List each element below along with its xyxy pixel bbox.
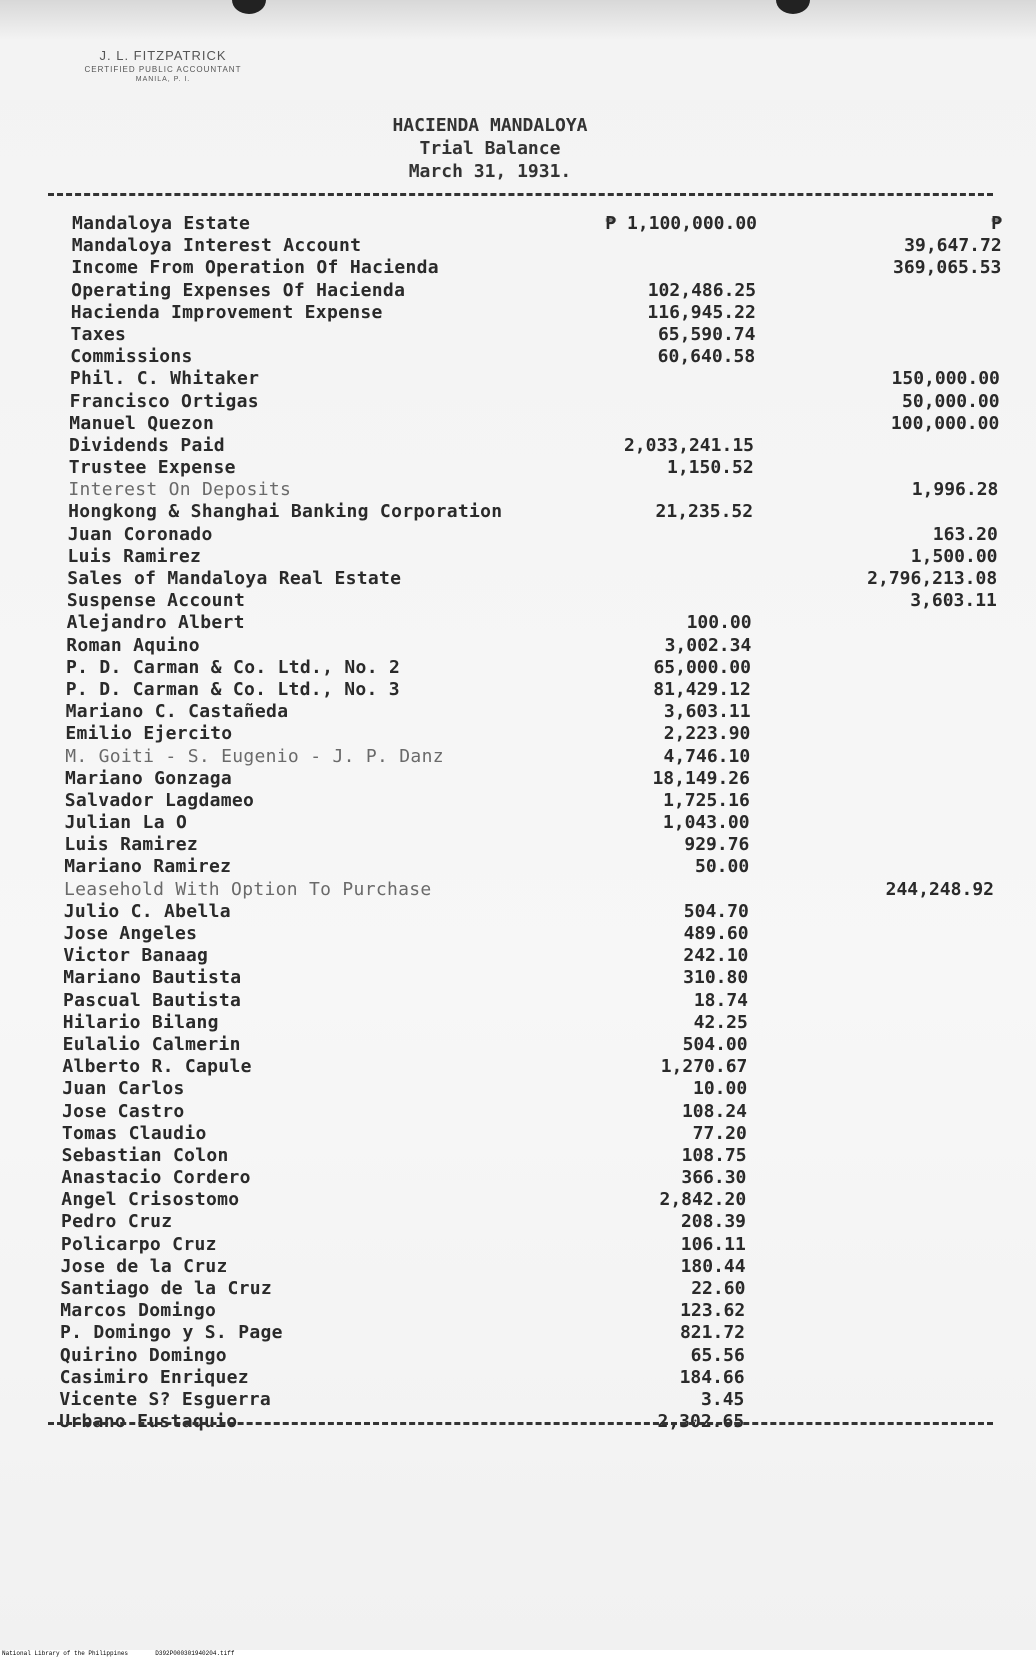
- ledger-row: [62, 1123, 992, 1145]
- account-name: Victor Banaag: [63, 945, 209, 967]
- ledger-row: [65, 723, 995, 745]
- debit-amount: 208.39: [680, 1211, 746, 1233]
- debit-amount: 1,725.16: [663, 789, 750, 811]
- credit-amount: 39,647.72: [904, 235, 1002, 257]
- ledger-row: [68, 546, 998, 568]
- account-name: Quirino Domingo: [59, 1344, 227, 1366]
- credit-amount: 150,000.00: [891, 368, 1000, 390]
- debit-amount: 3,603.11: [663, 701, 751, 723]
- debit-amount: 2,842.20: [659, 1189, 747, 1211]
- letterhead-title: CERTIFIED PUBLIC ACCOUNTANT: [84, 65, 242, 74]
- account-name: Luis Ramirez: [64, 834, 199, 856]
- credit-amount: 163.20: [932, 523, 998, 545]
- account-name: Mariano Bautista: [63, 967, 242, 989]
- ledger-row: [60, 1345, 990, 1367]
- ledger-row: [72, 213, 1002, 235]
- top-dashed-rule: [48, 193, 993, 196]
- ledger-row: [68, 501, 998, 523]
- account-name: Interest On Deposits: [68, 479, 292, 501]
- account-name: Mariano Ramirez: [64, 856, 232, 878]
- ledger-row: [62, 1078, 992, 1100]
- account-name: Roman Aquino: [66, 634, 200, 656]
- letterhead-name: J. L. FITZPATRICK: [99, 48, 227, 63]
- account-name: Hongkong & Shanghai Banking Corporation: [68, 501, 503, 523]
- account-name: Hacienda Improvement Expense: [70, 301, 383, 323]
- ledger-row: [61, 1167, 991, 1189]
- ledger-row: [61, 1256, 991, 1278]
- account-name: Francisco Ortigas: [69, 390, 259, 412]
- ledger-row: [64, 901, 994, 923]
- account-name: Dividends Paid: [69, 434, 225, 456]
- ledger-row: [70, 346, 1000, 368]
- debit-amount: 2,033,241.15: [623, 434, 754, 456]
- debit-amount: 929.76: [684, 834, 750, 856]
- punch-hole-left: [232, 0, 266, 14]
- debit-amount: 3.45: [701, 1388, 745, 1410]
- ledger-row: [64, 856, 994, 878]
- credit-amount: 1,996.28: [911, 479, 999, 501]
- debit-amount: 504.70: [683, 900, 749, 922]
- debit-amount: 116,945.22: [647, 301, 756, 323]
- letterhead-city: MANILA, P. I.: [135, 76, 191, 83]
- account-name: Casimiro Enriquez: [59, 1366, 249, 1388]
- account-name: Sales of Mandaloya Real Estate: [67, 568, 402, 589]
- ledger-row: [61, 1234, 991, 1256]
- account-name: Santiago de la Cruz: [60, 1278, 273, 1299]
- bottom-dashed-rule: [48, 1422, 993, 1425]
- account-name: Hilario Bilang: [62, 1011, 219, 1033]
- ledger-row: [71, 257, 1001, 279]
- account-name: Operating Expenses Of Hacienda: [71, 279, 406, 301]
- debit-amount: 65.56: [690, 1344, 745, 1366]
- account-name: Urbano Eustaquio: [59, 1411, 238, 1433]
- punch-hole-right: [776, 0, 810, 14]
- ledger-row: [69, 435, 999, 457]
- ledger-row: [71, 280, 1001, 302]
- debit-amount: 21,235.52: [655, 501, 754, 523]
- account-name: Phil. C. Whitaker: [69, 368, 260, 390]
- ledger-row: [64, 879, 994, 901]
- credit-amount: 3,603.11: [910, 590, 997, 612]
- ledger-row: [63, 945, 993, 967]
- debit-amount: 108.24: [681, 1100, 747, 1122]
- debit-amount: 2,302.65: [657, 1411, 745, 1433]
- debit-amount: 42.25: [693, 1011, 748, 1033]
- account-name: Marcos Domingo: [60, 1300, 217, 1322]
- debit-amount: 184.66: [679, 1366, 745, 1388]
- account-name: Angel Crisostomo: [61, 1189, 240, 1211]
- account-name: Manuel Quezon: [69, 412, 215, 434]
- debit-amount: 504.00: [682, 1033, 748, 1055]
- ledger-row: [66, 701, 996, 723]
- account-name: Leasehold With Option To Purchase: [64, 878, 432, 900]
- debit-amount: 366.30: [681, 1167, 747, 1189]
- ledger-row: [72, 235, 1002, 257]
- ledger-row: [65, 790, 995, 812]
- account-name: Sebastian Colon: [61, 1144, 229, 1166]
- debit-amount: 180.44: [680, 1255, 746, 1277]
- account-name: Suspense Account: [66, 590, 246, 612]
- ledger-row: [62, 1056, 992, 1078]
- account-name: Pedro Cruz: [61, 1211, 173, 1233]
- ledger-row: [60, 1278, 990, 1300]
- trial-balance-ledger: [59, 213, 1002, 1433]
- account-name: Vicente S? Esguerra: [59, 1388, 272, 1410]
- footer-file: D392P000301940204.tiff: [155, 1650, 235, 1657]
- debit-amount: 10.00: [693, 1078, 748, 1100]
- scan-footer: [0, 1650, 1036, 1658]
- account-name: Salvador Lagdameo: [64, 789, 255, 811]
- debit-amount: 2,223.90: [663, 723, 751, 745]
- ledger-row: [69, 457, 999, 479]
- ledger-row: [67, 590, 997, 612]
- ledger-row: [65, 746, 995, 768]
- debit-amount: 106.11: [680, 1233, 746, 1255]
- credit-amount: ₱: [991, 213, 1002, 234]
- debit-amount: 81,429.12: [653, 678, 751, 700]
- credit-amount: 1,500.00: [910, 545, 998, 567]
- account-name: Jose Angeles: [63, 923, 198, 944]
- ledger-row: [71, 324, 1001, 346]
- debit-amount: 50.00: [695, 856, 750, 878]
- ledger-row: [65, 812, 995, 834]
- ledger-row: [68, 524, 998, 546]
- debit-amount: 77.20: [692, 1122, 747, 1144]
- account-name: Jose Castro: [62, 1100, 185, 1122]
- ledger-row: [61, 1189, 991, 1211]
- debit-amount: 65,590.74: [657, 323, 756, 345]
- debit-amount: 489.60: [683, 923, 749, 944]
- account-name: Tomas Claudio: [61, 1122, 207, 1144]
- account-name: M. Goiti - S. Eugenio - J. P. Danz: [65, 745, 444, 767]
- debit-amount: 123.62: [680, 1300, 746, 1322]
- account-name: Policarpo Cruz: [60, 1233, 217, 1255]
- account-name: Luis Ramirez: [67, 545, 202, 567]
- account-name: Juan Carlos: [62, 1078, 185, 1100]
- debit-amount: 310.80: [683, 967, 749, 989]
- account-name: Eulalio Calmerin: [62, 1033, 241, 1055]
- account-name: Julio C. Abella: [63, 900, 231, 922]
- account-name: Trustee Expense: [68, 457, 236, 479]
- account-name: Alberto R. Capule: [62, 1056, 252, 1078]
- account-name: Julian La O: [64, 812, 188, 834]
- ledger-row: [70, 368, 1000, 390]
- account-name: Juan Coronado: [67, 523, 213, 545]
- ledger-row: [66, 679, 996, 701]
- account-name: P. D. Carman & Co. Ltd., No. 3: [65, 678, 400, 700]
- account-name: P. D. Carman & Co. Ltd., No. 2: [66, 656, 401, 678]
- ledger-row: [60, 1322, 990, 1344]
- debit-amount: 60,640.58: [657, 346, 756, 368]
- ledger-row: [64, 923, 994, 945]
- account-name: Pascual Bautista: [63, 989, 242, 1011]
- account-name: Mariano C. Castañeda: [65, 701, 289, 723]
- account-name: Jose de la Cruz: [60, 1255, 228, 1277]
- ledger-row: [71, 302, 1001, 324]
- debit-amount: 242.10: [683, 945, 749, 967]
- footer-source: National Library of the Philippines: [2, 1650, 129, 1657]
- ledger-row: [59, 1389, 989, 1411]
- account-name: Mandaloya Interest Account: [71, 235, 362, 257]
- debit-amount: ₱ 1,100,000.00: [605, 213, 757, 234]
- debit-amount: 100.00: [686, 612, 752, 634]
- account-name: Mariano Gonzaga: [65, 767, 233, 789]
- debit-amount: 22.60: [691, 1278, 746, 1299]
- ledger-row: [60, 1367, 990, 1389]
- ledger-row: [63, 967, 993, 989]
- ledger-row: [64, 834, 994, 856]
- report-date: March 31, 1931.: [408, 161, 572, 182]
- account-name: Commissions: [70, 346, 193, 368]
- ledger-row: [68, 479, 998, 501]
- debit-amount: 102,486.25: [647, 279, 757, 301]
- company-name: HACIENDA MANDALOYA: [392, 115, 588, 136]
- account-name: Emilio Ejercito: [65, 723, 233, 745]
- credit-amount: 50,000.00: [902, 390, 1000, 412]
- ledger-row: [63, 990, 993, 1012]
- debit-amount: 821.72: [679, 1322, 745, 1344]
- ledger-row: [63, 1034, 993, 1056]
- ledger-row: [70, 391, 1000, 413]
- debit-amount: 65,000.00: [653, 656, 751, 678]
- account-name: Income From Operation Of Hacienda: [71, 257, 439, 279]
- account-name: Mandaloya Estate: [72, 213, 251, 234]
- letterhead: [58, 48, 268, 83]
- ledger-row: [63, 1012, 993, 1034]
- report-heading: [300, 114, 680, 183]
- ledger-row: [62, 1101, 992, 1123]
- ledger-row: [66, 657, 996, 679]
- ledger-row: [67, 568, 997, 590]
- credit-amount: 100,000.00: [890, 412, 1000, 434]
- account-name: Anastacio Cordero: [61, 1167, 251, 1189]
- ledger-row: [62, 1145, 992, 1167]
- debit-amount: 1,043.00: [662, 812, 750, 834]
- credit-amount: 244,248.92: [885, 878, 994, 900]
- debit-amount: 108.75: [681, 1144, 747, 1166]
- debit-amount: 18,149.26: [652, 767, 750, 789]
- credit-amount: 2,796,213.08: [867, 568, 998, 589]
- ledger-row: [65, 768, 995, 790]
- debit-amount: 18.74: [693, 989, 748, 1011]
- account-name: P. Domingo y S. Page: [60, 1322, 283, 1344]
- ledger-row: [61, 1211, 991, 1233]
- debit-amount: 3,002.34: [664, 634, 752, 656]
- account-name: Taxes: [70, 323, 127, 345]
- ledger-row: [60, 1300, 990, 1322]
- debit-amount: 1,270.67: [660, 1056, 748, 1078]
- ledger-row: [66, 635, 996, 657]
- ledger-row: [67, 612, 997, 634]
- ledger-row: [69, 413, 999, 435]
- report-title: Trial Balance: [419, 138, 561, 159]
- debit-amount: 4,746.10: [663, 745, 751, 767]
- debit-amount: 1,150.52: [666, 457, 754, 479]
- credit-amount: 369,065.53: [893, 257, 1002, 279]
- account-name: Alejandro Albert: [66, 612, 245, 634]
